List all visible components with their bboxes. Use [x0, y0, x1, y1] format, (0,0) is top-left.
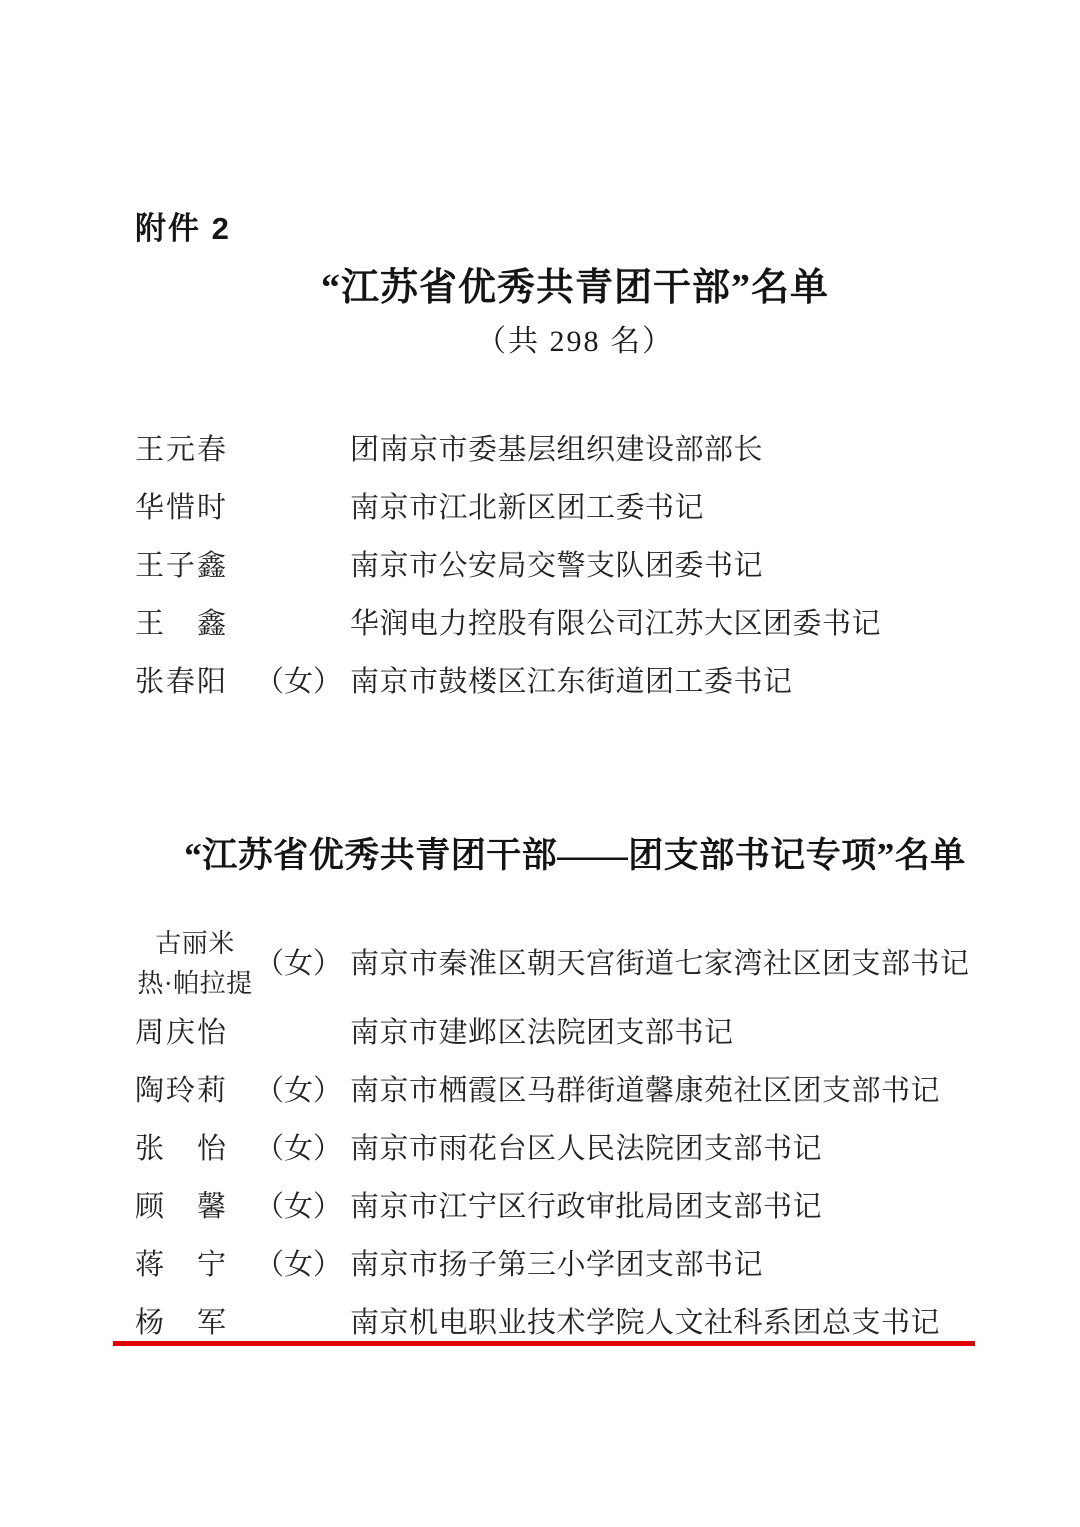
- list-item: [135, 609, 1030, 639]
- list-item: [135, 1250, 1030, 1280]
- list-item: [135, 1134, 1030, 1164]
- section2-list: [135, 923, 1030, 1366]
- list-item: [135, 1018, 1030, 1048]
- person-position: 南京市雨花台区人民法院团支部书记: [350, 1133, 823, 1165]
- person-position: 南京市栖霞区马群街道馨康苑社区团支部书记: [350, 1075, 941, 1107]
- person-position: 团南京市委基层组织建设部部长: [350, 434, 764, 466]
- person-name: 周庆怡: [135, 1017, 229, 1049]
- attachment-label: 附件 2: [135, 211, 231, 246]
- person-name: 张春阳: [135, 666, 229, 698]
- person-name-line1: 古丽米: [155, 929, 235, 958]
- person-name: [135, 924, 255, 1004]
- list-item: [135, 551, 1030, 581]
- person-name-line2: 热·帕拉提: [137, 969, 253, 998]
- person-position: 南京市鼓楼区江东街道团工委书记: [350, 666, 793, 698]
- section2-title: “江苏省优秀共青团干部——团支部书记专项”名单: [184, 836, 966, 875]
- gender-note: （女）: [255, 1249, 343, 1281]
- person-name: 张 怡: [135, 1133, 229, 1165]
- person-name: 王子鑫: [135, 550, 229, 582]
- list-item: [135, 1192, 1030, 1222]
- person-position: 南京市建邺区法院团支部书记: [350, 1017, 734, 1049]
- person-position: 南京市江宁区行政审批局团支部书记: [350, 1191, 823, 1223]
- person-position: 南京机电职业技术学院人文社科系团总支书记: [350, 1307, 941, 1339]
- person-name: 华惜时: [135, 492, 229, 524]
- person-name: 王元春: [135, 434, 229, 466]
- section1-subtitle: （共 298 名）: [476, 325, 674, 358]
- person-position: 南京市公安局交警支队团委书记: [350, 550, 764, 582]
- person-position: 南京市秦淮区朝天宫街道七家湾社区团支部书记: [350, 948, 970, 980]
- person-name: 王 鑫: [135, 608, 229, 640]
- list-item: [135, 667, 1030, 697]
- list-item: [135, 493, 1030, 523]
- gender-note: （女）: [255, 1191, 343, 1223]
- list-item: [135, 1076, 1030, 1106]
- person-position: 南京市江北新区团工委书记: [350, 492, 705, 524]
- section1-list: [135, 435, 1030, 725]
- person-position: 南京市扬子第三小学团支部书记: [350, 1249, 764, 1281]
- person-position: 华润电力控股有限公司江苏大区团委书记: [350, 608, 882, 640]
- section1-title: “江苏省优秀共青团干部”名单: [320, 267, 829, 309]
- list-item: [135, 435, 1030, 465]
- gender-note: （女）: [255, 1133, 343, 1165]
- gender-note: （女）: [255, 948, 343, 980]
- person-name: 陶玲莉: [135, 1075, 229, 1107]
- gender-note: （女）: [255, 1075, 343, 1107]
- list-item: [135, 923, 1030, 1005]
- list-item: [135, 1308, 1030, 1338]
- person-name: 杨 军: [135, 1307, 229, 1339]
- red-underline: [113, 1341, 975, 1346]
- gender-note: （女）: [255, 666, 343, 698]
- person-name: 顾 馨: [135, 1191, 229, 1223]
- person-name: 蒋 宁: [135, 1249, 229, 1281]
